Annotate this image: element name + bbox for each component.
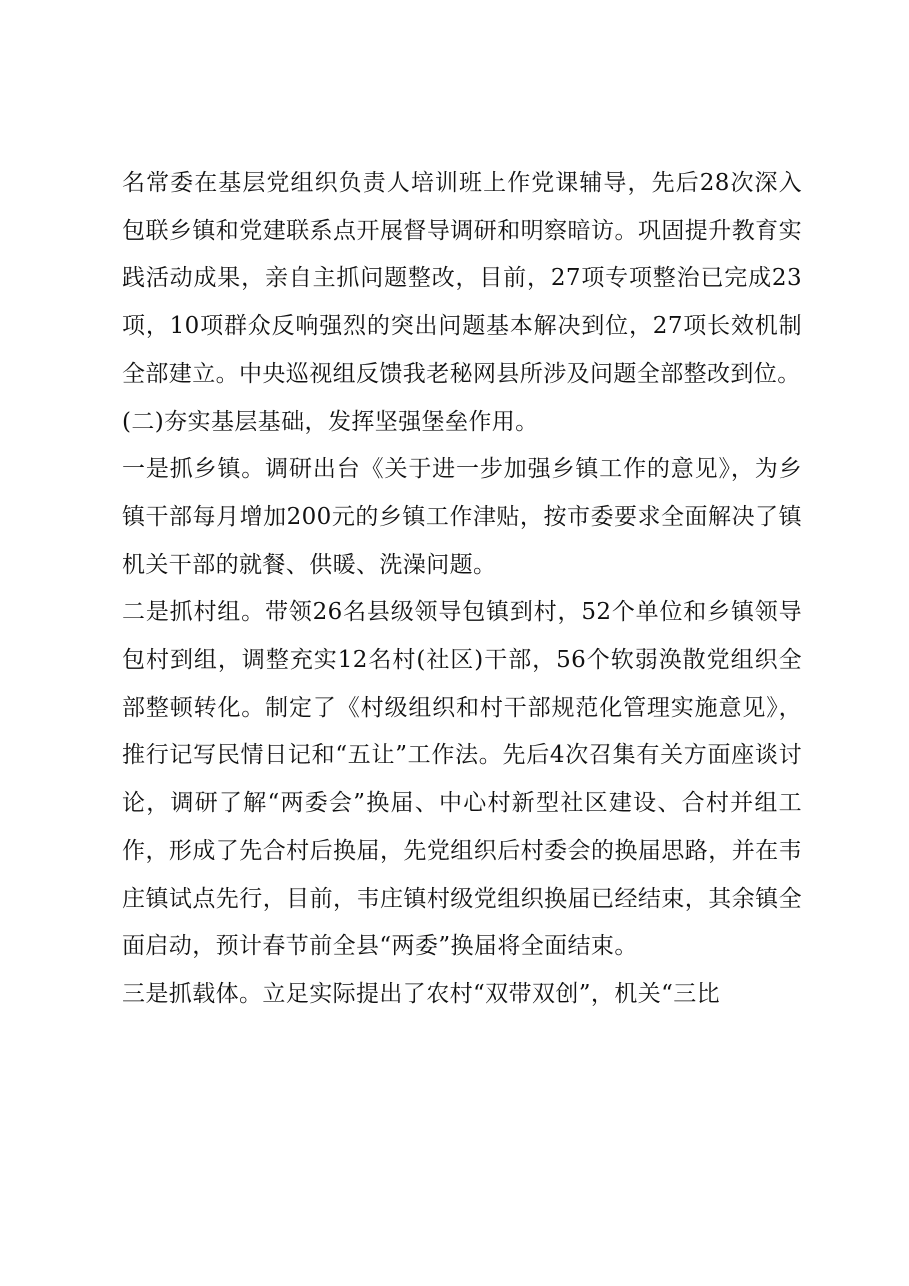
paragraph-township-work: 一是抓乡镇。调研出台《关于进一步加强乡镇工作的意见》，为乡镇干部每月增加200元的乡镇工作津贴，按市委要求全面解决了镇机关干部的就餐、供暖、洗澡问题。 — [122, 456, 802, 578]
paragraph-party-lecture-rectification: 名常委在基层党组织负责人培训班上作党课辅导，先后28次深入包联乡镇和党建联系点开展督导调研和明察暗访。巩固提升教育实践活动成果，亲自主抓问题整改，目前，27项专项整治已完成23项，10项群众反响强烈的突出问题基本解决到位，27项长效机制全部建立。中央巡视组反馈我老秘网县所涉及问题全部整改到位。 — [122, 170, 802, 387]
section-heading-grassroots-foundation: (二)夯实基层基础，发挥坚强堡垒作用。 — [122, 408, 539, 435]
document-body — [122, 160, 802, 1019]
paragraph-village-groups: 二是抓村组。带领26名县级领导包镇到村，52个单位和乡镇领导包村到组，调整充实12名村(社区)干部，56个软弱涣散党组织全部整顿转化。制定了《村级组织和村干部规范化管理实施意见》，推行记写民情日记和“五让”工作法。先后4次召集有关方面座谈讨论，调研了解“两委会”换届、中心村新型社区建设、合村并组工作，形成了先合村后换届，先党组织后村委会的换届思路，并在韦庄镇试点先行，目前，韦庄镇村级党组织换届已经结束，其余镇全面启动，预计春节前全县“两委”换届将全面结束。 — [122, 599, 802, 960]
paragraph-carriers: 三是抓载体。立足实际提出了农村“双带双创”，机关“三比 — [122, 980, 721, 1007]
